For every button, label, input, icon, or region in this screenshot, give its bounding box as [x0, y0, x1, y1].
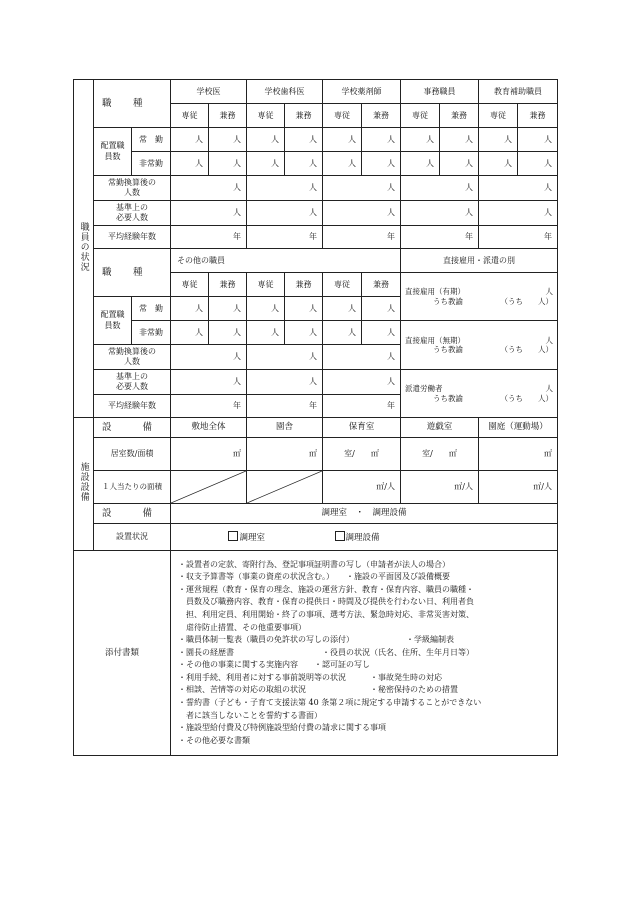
kenmu-label: 兼務 [285, 104, 323, 128]
senju-label: 専従 [247, 104, 285, 128]
count-field[interactable]: 人 [440, 152, 479, 176]
years-field[interactable]: 年 [323, 395, 401, 418]
count-field[interactable]: 人 [171, 297, 209, 321]
count-field[interactable]: 人 [518, 152, 558, 176]
setsubi-label: 設 備 [94, 418, 171, 438]
facility-col-header: 保育室 [323, 418, 401, 438]
attachments-label: 添付書類 [74, 551, 171, 756]
keiken-label: 平均経験年数 [94, 395, 171, 418]
count-field[interactable]: 人 [171, 321, 209, 345]
haichi-label: 配置職員数 [94, 128, 132, 176]
job-header: 学校歯科医 [247, 80, 323, 104]
count-field[interactable]: 人 [362, 321, 401, 345]
area-row-label: 居室数/面積 [94, 438, 171, 471]
count-field[interactable]: 人 [323, 128, 362, 152]
direct-hire-fixed[interactable]: 直接雇用（有期） 人 うち教諭 （うち 人） [401, 273, 558, 321]
attachment-line: 者に該当しないことを誓約する書面） [178, 710, 322, 720]
kijun-label: 基準上の 必要人数 [94, 370, 171, 395]
count-field[interactable]: 人 [362, 297, 401, 321]
count-field[interactable]: 人 [362, 152, 401, 176]
count-field[interactable]: 人 [323, 297, 362, 321]
facility-section-label: 施設設備 [74, 418, 94, 551]
checkbox-icon[interactable] [335, 531, 345, 541]
attachments-table [73, 550, 558, 756]
count-field[interactable]: 人 [247, 201, 323, 226]
attachment-line: ・その他必要な書類 [178, 735, 250, 745]
haichi-label: 配置職員数 [94, 297, 132, 345]
attachment-line: ・職員体制一覧表（職員の免許状の写しの添付） ・学級編制表 [178, 635, 454, 645]
hijokin-label: 非常勤 [132, 321, 171, 345]
count-field[interactable]: 人 [323, 321, 362, 345]
cook-room-option[interactable]: 調理室 [171, 524, 323, 551]
attachment-line: ・運営規程（教育・保育の理念、施設の運営方針、教育・保育内容、職員の職種・ [178, 584, 474, 594]
attachment-line: 虐待防止措置、その他重要事項） [178, 622, 306, 632]
job-header: 学校薬剤師 [323, 80, 401, 104]
count-field[interactable]: 人 [247, 152, 285, 176]
direct-hire-indefinite[interactable]: 直接雇用（無期） 人 うち教諭 （うち 人） [401, 321, 558, 370]
kenmu-label: 兼務 [209, 273, 247, 297]
area-field[interactable]: ㎡ [247, 438, 323, 471]
count-field[interactable]: 人 [171, 128, 209, 152]
count-field[interactable]: 人 [401, 128, 440, 152]
staff-section-label: 職員の状況 [74, 80, 94, 418]
attachment-line: ・誓約書（子ども・子育て支援法第 40 条第２項に規定する申請することができない [178, 698, 482, 708]
count-field[interactable]: 人 [209, 128, 247, 152]
count-field[interactable]: 人 [171, 201, 247, 226]
kenmu-label: 兼務 [209, 104, 247, 128]
count-field[interactable]: 人 [518, 128, 558, 152]
count-field[interactable]: 人 [171, 176, 247, 201]
count-field[interactable]: 人 [479, 128, 518, 152]
count-field[interactable]: 人 [171, 345, 247, 370]
kenmu-label: 兼務 [518, 104, 558, 128]
count-field[interactable]: 人 [171, 370, 247, 395]
kenmu-label: 兼務 [362, 273, 401, 297]
job-header: 事務職員 [401, 80, 479, 104]
count-field[interactable]: 人 [247, 321, 285, 345]
years-field[interactable]: 年 [171, 226, 247, 249]
other-staff-header: その他の職員 [171, 249, 401, 273]
application-form [73, 79, 557, 756]
count-field[interactable]: 人 [285, 128, 323, 152]
count-field[interactable]: 人 [401, 152, 440, 176]
hijokin-label: 非常勤 [132, 152, 171, 176]
attachment-line: ・園長の経歴書 ・役員の状況（氏名、住所、生年月日等） [178, 647, 474, 657]
senju-label: 専従 [479, 104, 518, 128]
count-field[interactable]: 人 [171, 152, 209, 176]
per-person-field[interactable]: ㎡/人 [323, 471, 401, 504]
attachment-line: 員数及び職務内容、教育・保育の提供日・時間及び提供を行わない日、利用者負 [178, 597, 474, 607]
attachments-list [171, 551, 558, 756]
kenmu-label: 兼務 [362, 104, 401, 128]
senju-label: 専従 [171, 104, 209, 128]
job-header: 教育補助職員 [479, 80, 558, 104]
count-field[interactable]: 人 [247, 128, 285, 152]
senju-label: 専従 [323, 104, 362, 128]
senju-label: 専従 [171, 273, 209, 297]
jokin-label: 常 勤 [132, 128, 171, 152]
direct-hire-header: 直接雇用・派遣の別 [401, 249, 558, 273]
per-person-field[interactable]: ㎡/人 [479, 471, 558, 504]
attachment-line: ・相談、苦情等の対応の取組の状況 ・秘密保持のための措置 [178, 685, 458, 695]
setsubi-label: 設 備 [94, 504, 171, 524]
years-field[interactable]: 年 [401, 226, 479, 249]
diagonal-cell [171, 471, 247, 504]
kenmu-label: 兼務 [285, 273, 323, 297]
count-field[interactable]: 人 [247, 176, 323, 201]
years-field[interactable]: 年 [171, 395, 247, 418]
count-field[interactable]: 人 [323, 201, 401, 226]
cook-header: 調理室 ・ 調理設備 [171, 504, 558, 524]
kanzan-label: 常勤換算後の 人数 [94, 345, 171, 370]
diagonal-cell [247, 471, 323, 504]
facility-col-header: 園舎 [247, 418, 323, 438]
count-field[interactable]: 人 [401, 201, 479, 226]
dispatched-workers[interactable]: 派遣労働者 人 うち教諭 （うち 人） [401, 370, 558, 418]
attachment-line: ・収支予算書等（事業の資産の状況含む。） ・施設の平面図及び設備概要 [178, 572, 450, 582]
count-field[interactable]: 人 [247, 370, 323, 395]
senju-label: 専従 [323, 273, 362, 297]
cook-equip-option[interactable]: 調理設備 [323, 524, 558, 551]
area-field[interactable]: ㎡ [171, 438, 247, 471]
attachment-line: ・その他の事業に関する実施内容 ・認可証の写し [178, 660, 370, 670]
count-field[interactable]: 人 [479, 201, 558, 226]
facility-col-header: 園庭（運動場） [479, 418, 558, 438]
attachment-line: ・施設型給付費及び特例施設型給付費の請求に関する事項 [178, 723, 386, 733]
jokin-label: 常 勤 [132, 297, 171, 321]
per-person-row-label: １人当たりの面積 [94, 471, 171, 504]
years-field[interactable]: 年 [323, 226, 401, 249]
count-field[interactable]: 人 [323, 176, 401, 201]
attachment-line: 担、利用定員、利用開始・終了の事項、選考方法、緊急時対応、非常災害対策、 [178, 609, 474, 619]
checkbox-icon[interactable] [228, 531, 238, 541]
years-field[interactable]: 年 [479, 226, 558, 249]
count-field[interactable]: 人 [209, 297, 247, 321]
kijun-label: 基準上の 必要人数 [94, 201, 171, 226]
facility-col-header: 敷地全体 [171, 418, 247, 438]
job-header: 学校医 [171, 80, 247, 104]
senju-label: 専従 [401, 104, 440, 128]
count-field[interactable]: 人 [323, 152, 362, 176]
room-area-field[interactable]: 室/ ㎡ [323, 438, 401, 471]
shokushu-label: 職 種 [94, 249, 171, 297]
shokushu-label: 職 種 [94, 80, 171, 128]
facility-table [73, 417, 558, 551]
senju-label: 専従 [247, 273, 285, 297]
count-field[interactable]: 人 [323, 345, 401, 370]
attachment-line: ・利用手続、利用者に対する事前説明等の状況 ・事故発生時の対応 [178, 672, 442, 682]
setchi-label: 設置状況 [94, 524, 171, 551]
years-field[interactable]: 年 [247, 395, 323, 418]
facility-col-header: 遊戯室 [401, 418, 479, 438]
count-field[interactable]: 人 [440, 128, 479, 152]
count-field[interactable]: 人 [247, 345, 323, 370]
area-field[interactable]: ㎡ [479, 438, 558, 471]
count-field[interactable]: 人 [285, 321, 323, 345]
count-field[interactable]: 人 [209, 321, 247, 345]
count-field[interactable]: 人 [479, 176, 558, 201]
count-field[interactable]: 人 [247, 297, 285, 321]
count-field[interactable]: 人 [479, 152, 518, 176]
per-person-field[interactable]: ㎡/人 [401, 471, 479, 504]
attachment-line: ・設置者の定款、寄附行為、登記事項証明書の写し（申請者が法人の場合） [178, 559, 450, 569]
kenmu-label: 兼務 [440, 104, 479, 128]
staff-table [73, 79, 558, 418]
count-field[interactable]: 人 [285, 297, 323, 321]
count-field[interactable]: 人 [362, 128, 401, 152]
kanzan-label: 常勤換算後の 人数 [94, 176, 171, 201]
count-field[interactable]: 人 [323, 370, 401, 395]
count-field[interactable]: 人 [285, 152, 323, 176]
room-area-field[interactable]: 室/ ㎡ [401, 438, 479, 471]
keiken-label: 平均経験年数 [94, 226, 171, 249]
years-field[interactable]: 年 [247, 226, 323, 249]
count-field[interactable]: 人 [209, 152, 247, 176]
count-field[interactable]: 人 [401, 176, 479, 201]
